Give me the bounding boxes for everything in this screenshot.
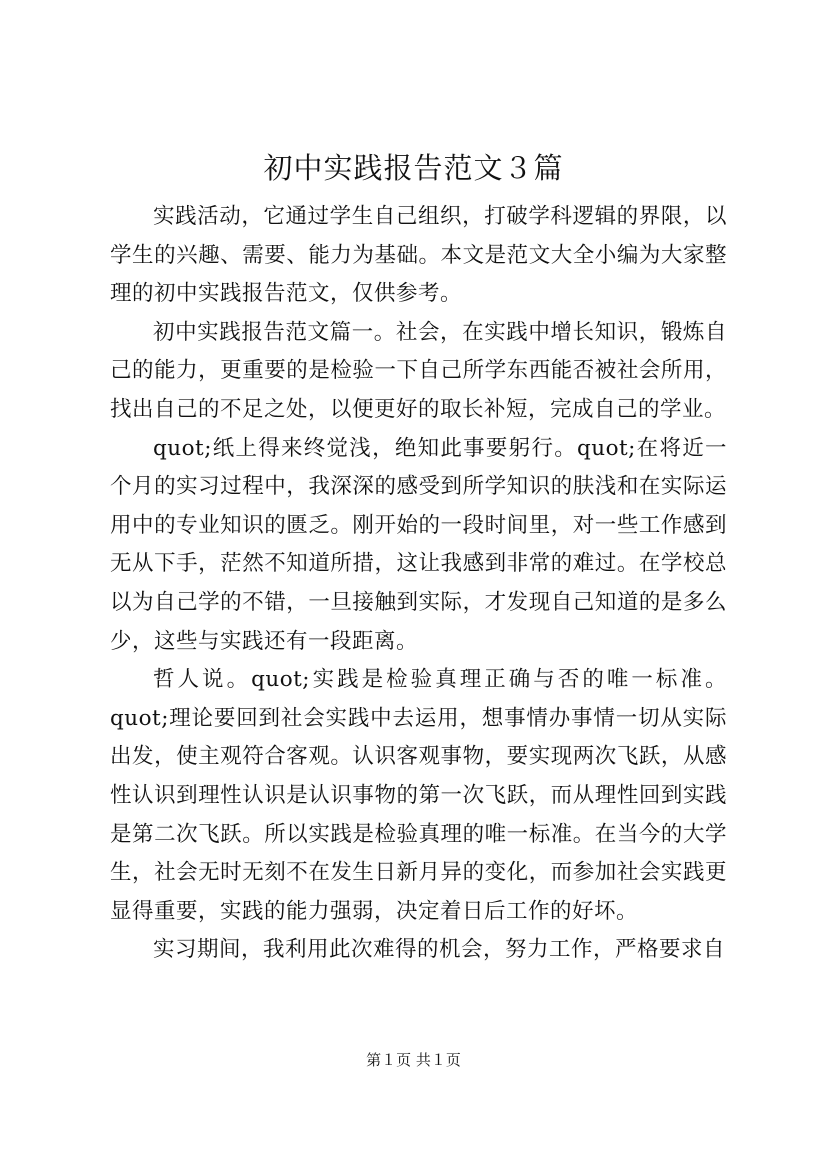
paragraph-internship: 实习期间，我利用此次难得的机会，努力工作，严格要求自 [153, 937, 726, 963]
document-title: 初中实践报告范文３篇 [263, 151, 564, 185]
page-number-footer: 第１页 共１页 [366, 1051, 461, 1069]
paragraph-intro: 实践活动，它通过学生自己组织，打破学科逻辑的界限，以学生的兴趣、需要、能力为基础。本文是范文大全小编为大家整理的初中实践报告范文，仅供参考。 [110, 204, 727, 307]
document-body [110, 198, 727, 970]
paragraph-philosopher: 哲人说。quot;实践是检验真理正确与否的唯一标准。quot;理论要回到社会实践中去运用，想事情办事情一切从实际出发，使主观符合客观。认识客观事物，要实现两次飞跃，从感性认识到理性认识是认识事物的第一次飞跃，而从理性回到实践是第二次飞跃。所以实践是检验真理的唯一标准。在当今的大学生，社会无时无刻不在发生日新月异的变化，而参加社会实践更显得重要，实践的能力强弱，决定着日后工作的好坏。 [110, 667, 727, 924]
paragraph-quote-practice: quot;纸上得来终觉浅，绝知此事要躬行。quot;在将近一个月的实习过程中，我深深的感受到所学知识的肤浅和在实际运用中的专业知识的匮乏。刚开始的一段时间里，对一些工作感到无从下手，茫然不知道所措，这让我感到非常的难过。在学校总以为自己学的不错，一旦接触到实际，才发现自己知道的是多么少，这些与实践还有一段距离。 [110, 435, 727, 654]
paragraph-part-one: 初中实践报告范文篇一。社会，在实践中增长知识，锻炼自己的能力，更重要的是检验一下自己所学东西能否被社会所用，找出自己的不足之处，以便更好的取长补短，完成自己的学业。 [110, 319, 727, 422]
